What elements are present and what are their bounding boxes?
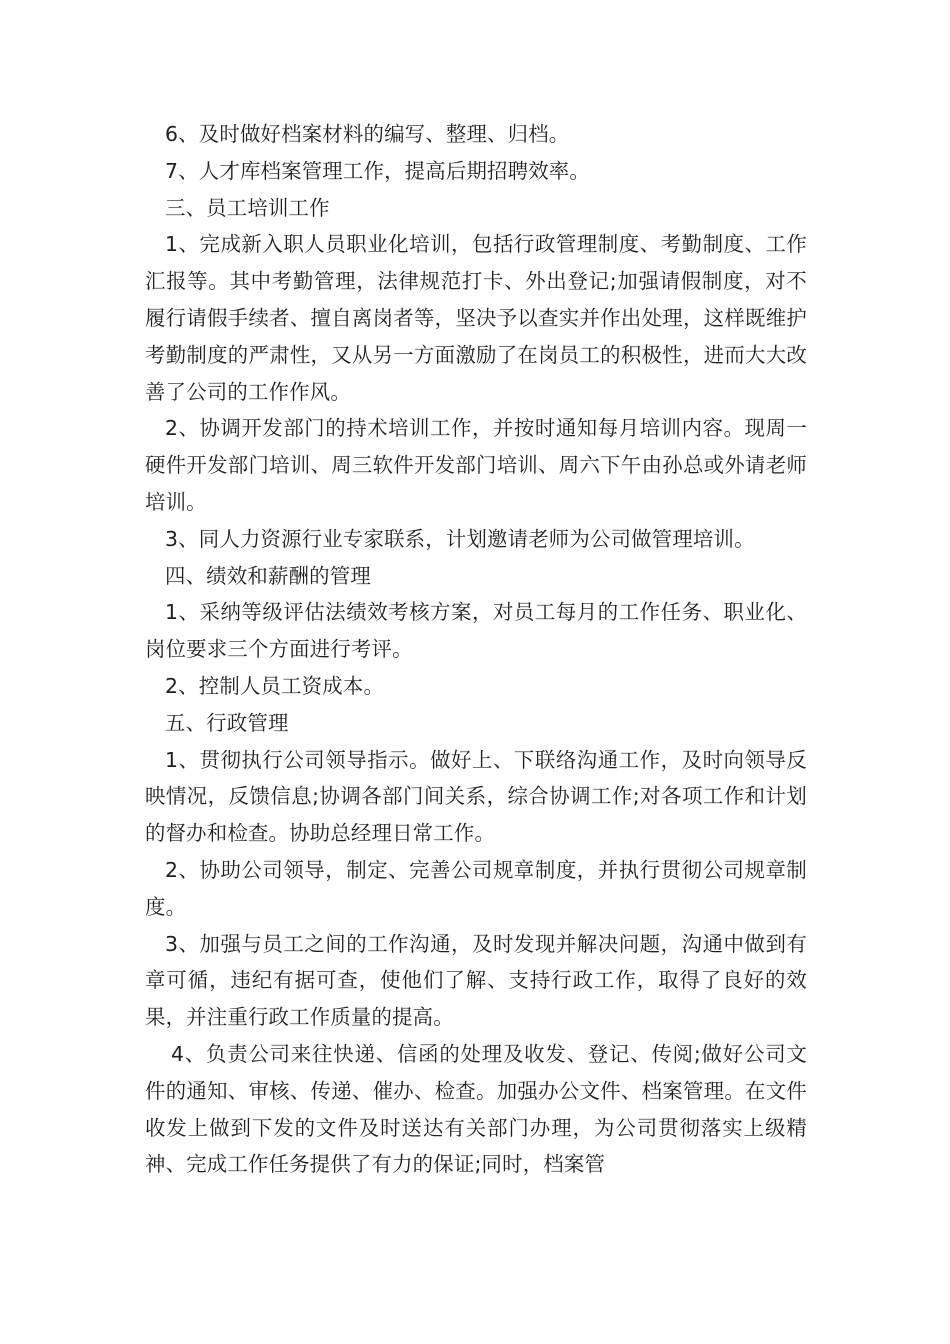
paragraph-item-7: 7、人才库档案管理工作，提高后期招聘效率。 — [165, 158, 590, 183]
paragraph-item-6: 6、及时做好档案材料的编写、整理、归档。 — [165, 122, 570, 146]
document-body — [145, 116, 807, 1183]
paragraph-administration-2: 2、协助公司领导，制定、完善公司规章制度，并执行贯彻公司规章制度。 — [145, 857, 807, 919]
paragraph-performance-2: 2、控制人员工资成本。 — [165, 673, 385, 698]
section-heading-performance: 四、绩效和薪酬的管理 — [165, 563, 371, 588]
paragraph-training-1: 1、完成新入职人员职业化培训，包括行政管理制度、考勤制度、工作汇报等。其中考勤管理，法律规范打卡、外出登记;加强请假制度，对不履行请假手续者、擅自离岗者等，坚决予以查实并作出处理，这样既维护考勤制度的严肃性，又从另一方面激励了在岗员工的积极性，进而大大改善了公司的工作作风。 — [145, 232, 807, 404]
section-heading-administration: 五、行政管理 — [165, 710, 289, 735]
paragraph-training-3: 3、同人力资源行业专家联系，计划邀请老师为公司做管理培训。 — [165, 526, 755, 551]
section-heading-training: 三、员工培训工作 — [165, 195, 330, 220]
paragraph-administration-1: 1、贯彻执行公司领导指示。做好上、下联络沟通工作，及时向领导反映情况，反馈信息;协调各部门间关系，综合协调工作;对各项工作和计划的督办和检查。协助总经理日常工作。 — [145, 747, 807, 846]
paragraph-administration-3: 3、加强与员工之间的工作沟通，及时发现并解决问题，沟通中做到有章可循，违纪有据可查，使他们了解、支持行政工作，取得了良好的效果，并注重行政工作质量的提高。 — [145, 931, 807, 1030]
paragraph-performance-1: 1、采纳等级评估法绩效考核方案，对员工每月的工作任务、职业化、岗位要求三个方面进行考评。 — [145, 600, 807, 662]
paragraph-training-2: 2、协调开发部门的持术培训工作，并按时通知每月培训内容。现周一硬件开发部门培训、周三软件开发部门培训、周六下午由孙总或外请老师培训。 — [145, 416, 807, 514]
paragraph-administration-4: 4、负责公司来往快递、信函的处理及收发、登记、传阅;做好公司文件的通知、审核、传递、催办、检查。加强办公文件、档案管理。在文件收发上做到下发的文件及时送达有关部门办理，为公司贯彻落实上级精神、完成工作任务提供了有力的保证;同时，档案管 — [145, 1041, 807, 1177]
